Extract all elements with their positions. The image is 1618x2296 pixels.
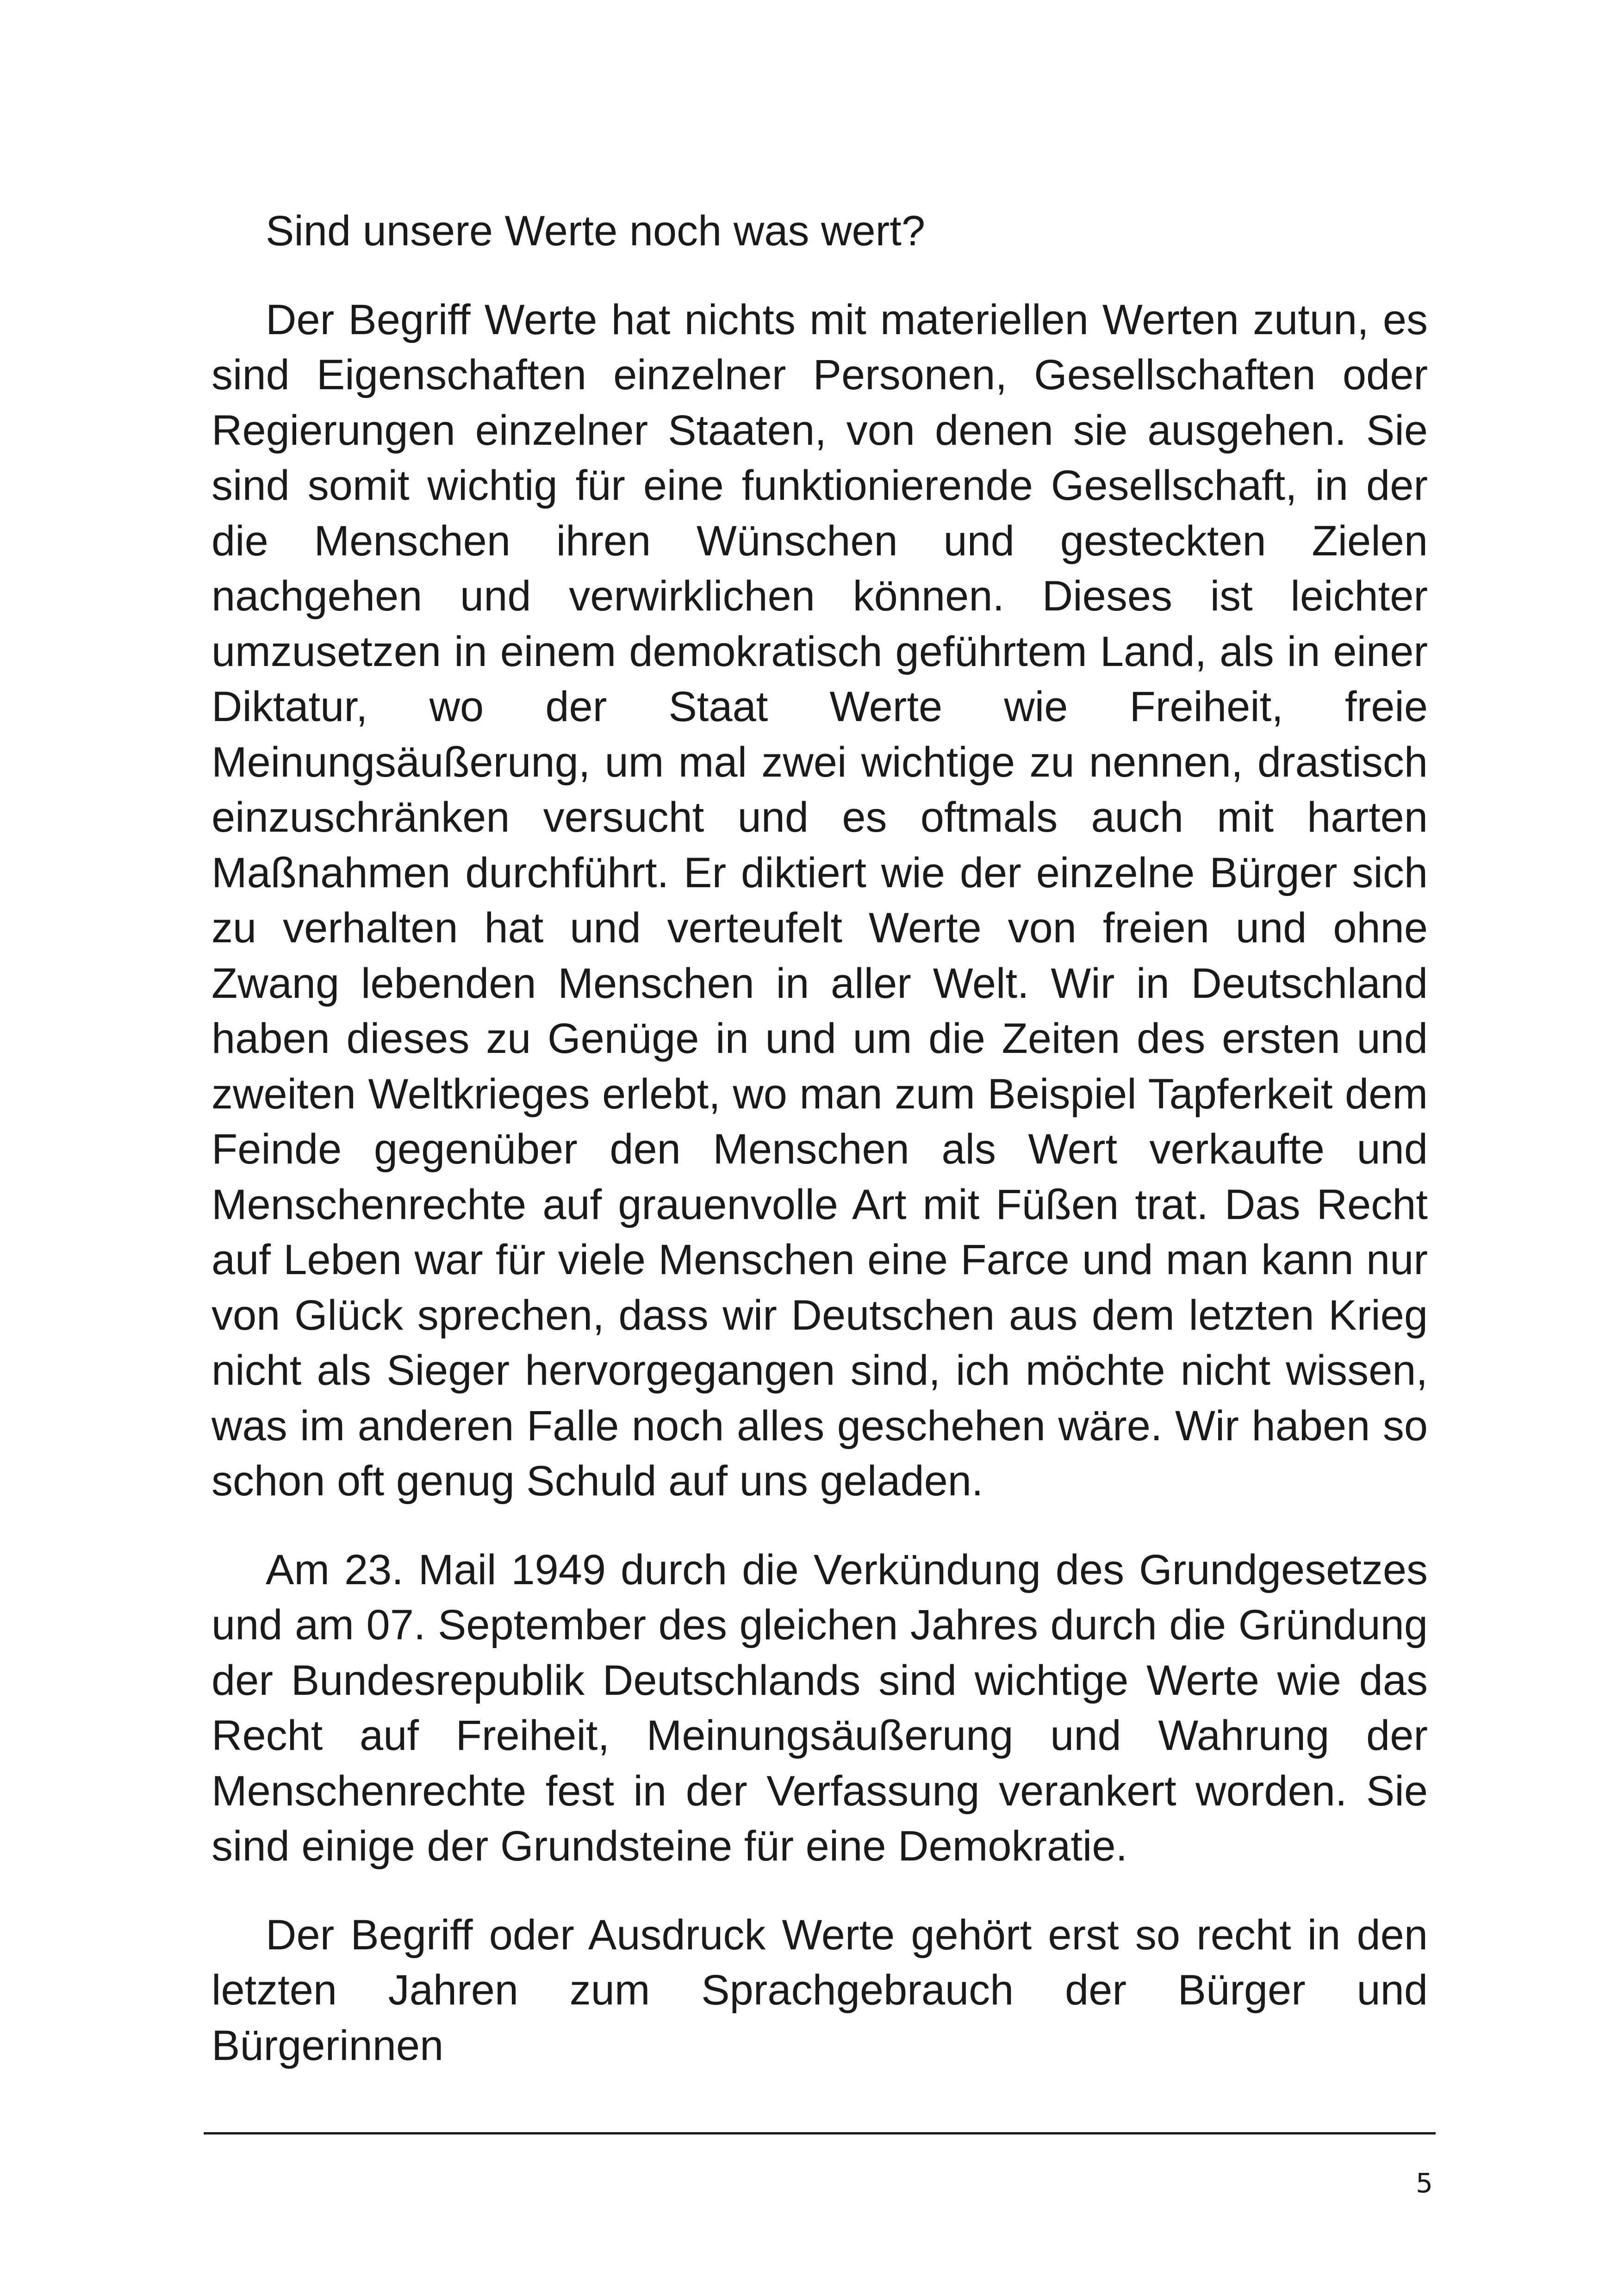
body-text (212, 204, 1428, 2073)
paragraph-heading-question: Sind unsere Werte noch was wert? (266, 207, 926, 255)
paragraph-values-definition: Der Begriff Werte hat nichts mit materiellen Werten zutun, es sind Eigenschaften einzelner Personen, Gesellschaften oder Regierungen einzelner Staaten, von denen sie ausgehen. Sie sind somit wichtig für eine funktionierende Gesellschaft, in der die Menschen ihren Wünschen und gesteckten Zielen nachgehen und verwirklichen können. Dieses ist leichter umzusetzen in einem demokratisch geführtem Land, als in einer Diktatur, wo der Staat Werte wie Freiheit, freie Meinungsäußerung, um mal zwei wichtige zu nennen, drastisch einzuschränken versucht und es oftmals auch mit harten Maßnahmen durchführt. Er diktiert wie der einzelne Bürger sich zu verhalten hat und verteufelt Werte von freien und ohne Zwang lebenden Menschen in aller Welt. Wir in Deutschland haben dieses zu Genüge in und um die Zeiten des ersten und zweiten Weltkrieges erlebt, wo man zum Beispiel Tapferkeit dem Feinde gegenüber den Menschen als Wert verkaufte und Menschenrechte auf grauenvolle Art mit Füßen trat. Das Recht auf Leben war für viele Menschen eine Farce und man kann nur von Glück sprechen, dass wir Deutschen aus dem letzten Krieg nicht als Sieger hervorgegangen sind, ich möchte nicht wissen, was im anderen Falle noch alles geschehen wäre. Wir haben so schon oft genug Schuld auf uns geladen. (212, 296, 1428, 1505)
paragraph-sprachgebrauch: Der Begriff oder Ausdruck Werte gehört erst so recht in den letzten Jahren zum Sprachgebrauch der Bürger und Bürgerinnen (212, 1911, 1428, 2069)
paragraph-grundgesetz: Am 23. Mail 1949 durch die Verkündung des Grundgesetzes und am 07. September des gleichen Jahres durch die Gründung der Bundesrepublik Deutschlands sind wichtige Werte wie das Recht auf Freiheit, Meinungsäußerung und Wahrung der Menschenrechte fest in der Verfassung verankert worden. Sie sind einige der Grundsteine für eine Demokratie. (212, 1546, 1428, 1870)
page-number: 5 (1416, 2167, 1433, 2199)
footer-divider (204, 2132, 1436, 2134)
